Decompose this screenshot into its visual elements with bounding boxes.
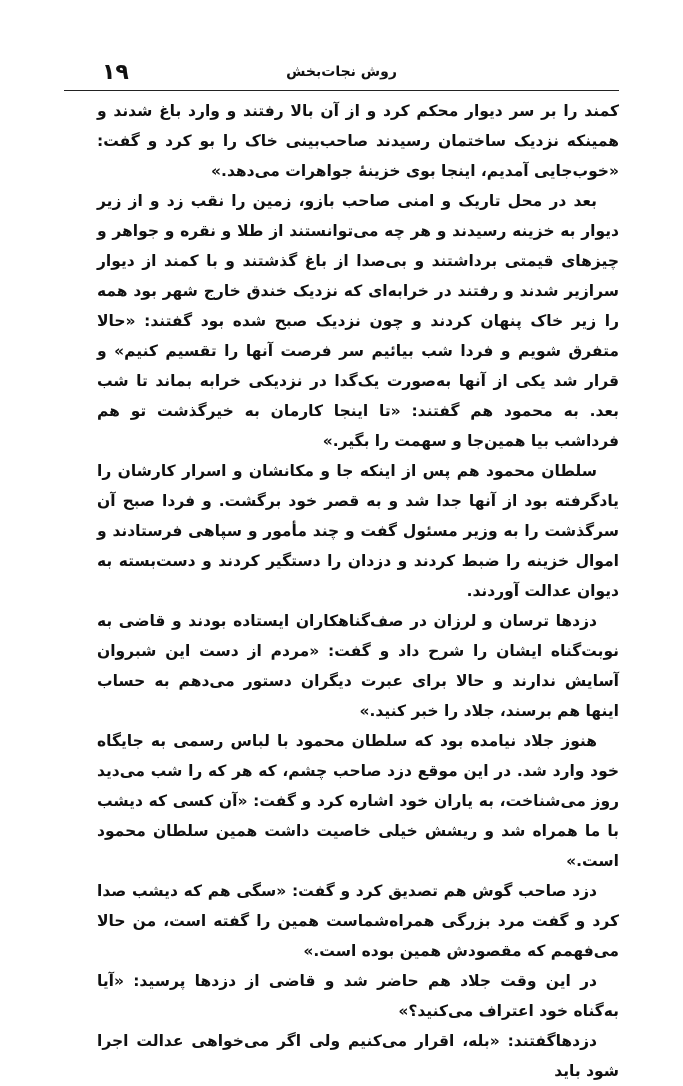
page-header <box>64 56 619 91</box>
paragraph: بعد در محل تاریک و امنی صاحب بازو، زمین را نقب زد و از زیر دیوار به خزینه رسیدند و هر چه می‌توانستند از طلا و نقره و جواهر و چیزهای قیمتی برداشتند و بی‌صدا از باغ گذشتند و با کمند از دیوار سرازیر شدند و رفتند در خرابه‌ای که نزدیک خندق خارج شهر بود همه را زیر خاک پنهان کردند و چون نزدیک صبح شده بود گفتند: «حالا متفرق شویم و فردا شب بیائیم سر فرصت آنها را تقسیم کنیم» و قرار شد یکی از آنها به‌صورت یک‌گدا در نزدیکی خرابه بماند تا شب بعد. به محمود هم گفتند: «تا اینجا کارمان به خیرگذشت تو هم فرداشب بیا همین‌جا و سهمت را بگیر.» <box>97 192 619 450</box>
paragraph: دزدها ترسان و لرزان در صف‌گناهکاران ایستاده بودند و قاضی به نوبت‌گناه ایشان را شرح داد و گفت: «مردم از دست این شبروان آسایش ندارند و حالا برای عبرت دیگران دستور می‌دهم به حساب اینها هم برسند، جلاد را خبر کنید.» <box>97 612 619 720</box>
paragraph: در این وقت جلاد هم حاضر شد و قاضی از دزدها پرسید: «آیا به‌گناه خود اعتراف می‌کنید؟» <box>97 972 619 1020</box>
paragraph: سلطان محمود هم پس از اینکه جا و مکانشان و اسرار کارشان را یادگرفته بود از آنها جدا شد و به قصر خود برگشت. و فردا صبح آن سرگذشت را به وزیر مسئول گفت و چند مأمور و سپاهی فرستادند و اموال خزینه را ضبط کردند و دزدان را دستگیر کردند و دست‌بسته به دیوان عدالت آوردند. <box>97 462 619 600</box>
running-title: روش نجات‌بخش <box>286 64 397 80</box>
body-text <box>97 96 619 1086</box>
page-number: ۱۹ <box>102 60 129 85</box>
paragraph: هنوز جلاد نیامده بود که سلطان محمود با لباس رسمی به جایگاه خود وارد شد. در این موقع دزد صاحب چشم، که هر که را شب می‌دید روز می‌شناخت، به یاران خود اشاره کرد و گفت: «آن کسی که دیشب با ما همراه شد و ریشش خیلی خاصیت داشت همین سلطان محمود است.» <box>97 732 619 870</box>
paragraph: کمند را بر سر دیوار محکم کرد و از آن بالا رفتند و وارد باغ شدند و همینکه نزدیک ساختمان رسیدند صاحب‌بینی خاک را بو کرد و گفت: «خوب‌جایی آمدیم، اینجا بوی خزینهٔ جواهرات می‌دهد.» <box>97 102 619 180</box>
paragraph: دزد صاحب گوش هم تصدیق کرد و گفت: «سگی هم که دیشب صدا کرد و گفت مرد بزرگی همراه‌شماست همین را گفته است، من حالا می‌فهمم که مقصودش همین بوده است.» <box>97 882 619 960</box>
paragraph: دزدهاگفتند: «بله، اقرار می‌کنیم ولی اگر می‌خواهی عدالت اجرا شود باید <box>97 1032 619 1080</box>
